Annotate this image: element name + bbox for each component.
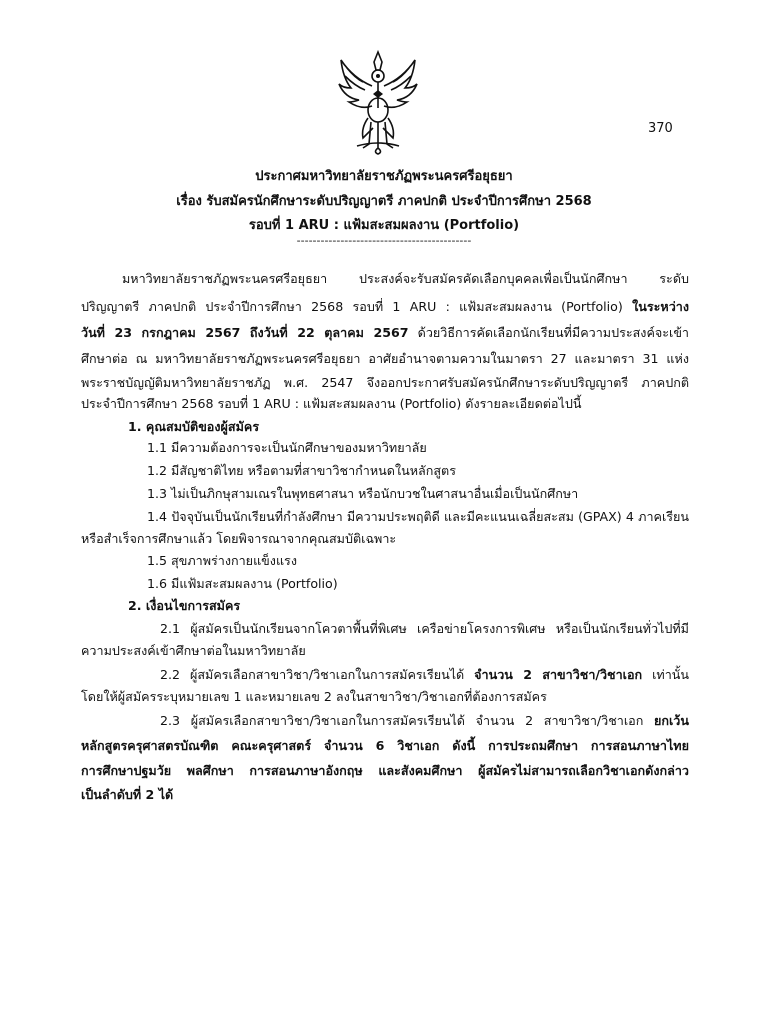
qualification-1-4-cont: หรือสำเร็จการศึกษาแล้ว โดยพิจารณาจากคุณสมบัติเฉพาะ: [81, 531, 397, 546]
section-1-title: 1. คุณสมบัติของผู้สมัคร: [128, 419, 260, 434]
qualification-1-1: 1.1 มีความต้องการจะเป็นนักศึกษาของมหาวิทยาลัย: [147, 440, 427, 455]
qualification-1-4: 1.4 ปัจจุบันเป็นนักเรียนที่กำลังศึกษา มีความประพฤติดี และมีคะแนนเฉลี่ยสะสม (GPAX) 4 ภาคเรียน: [147, 509, 689, 524]
announcement-subject: เรื่อง รับสมัครนักศึกษาระดับปริญญาตรี ภาคปกติ ประจำปีการศึกษา 2568: [176, 194, 592, 209]
intro-line-6: ประจำปีการศึกษา 2568 รอบที่ 1 ARU : แฟ้มสะสมผลงาน (Portfolio) ดังรายละเอียดต่อไปนี้: [81, 396, 582, 411]
qualification-1-3: 1.3 ไม่เป็นภิกษุสามเณรในพุทธศาสนา หรือนักบวชในศาสนาอื่นเมื่อเป็นนักศึกษา: [147, 486, 579, 501]
section-2-title: 2. เงื่อนไขการสมัคร: [128, 598, 241, 613]
condition-2-1-cont: ความประสงค์เข้าศึกษาต่อในมหาวิทยาลัย: [81, 643, 306, 658]
garuda-emblem: [333, 48, 423, 156]
condition-2-3-cont-3: เป็นลำดับที่ 2 ได้: [81, 787, 174, 802]
qualification-1-6: 1.6 มีแฟ้มสะสมผลงาน (Portfolio): [147, 576, 338, 591]
page-number: 370: [648, 121, 673, 136]
condition-2-1: 2.1 ผู้สมัครเป็นนักเรียนจากโควตาพื้นที่พิเศษ เครือข่ายโครงการพิเศษ หรือเป็นนักเรียนทั่วไปที่มี: [160, 621, 689, 636]
intro-line-1: มหาวิทยาลัยราชภัฏพระนครศรีอยุธยา ประสงค์จะรับสมัครคัดเลือกบุคคลเพื่อเป็นนักศึกษา ระดับ: [122, 271, 689, 286]
qualification-1-2: 1.2 มีสัญชาติไทย หรือตามที่สาขาวิชากำหนดในหลักสูตร: [147, 463, 456, 478]
announcement-round: รอบที่ 1 ARU : แฟ้มสะสมผลงาน (Portfolio): [248, 218, 520, 233]
intro-line-3: วันที่ 23 กรกฎาคม 2567 ถึงวันที่ 22 ตุลาคม 2567 ด้วยวิธีการคัดเลือกนักเรียนที่มีความประสงค์จะเข้า: [81, 325, 689, 340]
condition-2-2-cont: โดยให้ผู้สมัครระบุหมายเลข 1 และหมายเลข 2 ลงในสาขาวิชา/วิชาเอกที่ต้องการสมัคร: [81, 689, 547, 704]
condition-2-3-cont-1: หลักสูตรครุศาสตรบัณฑิต คณะครุศาสตร์ จำนวน 6 วิชาเอก ดังนี้ การประถมศึกษา การสอนภาษาไทย: [81, 738, 689, 753]
heading-separator: --------------------------------------------: [296, 234, 472, 247]
condition-2-3-cont-2: การศึกษาปฐมวัย พลศึกษา การสอนภาษาอังกฤษ และสังคมศึกษา ผู้สมัครไม่สามารถเลือกวิชาเอกดังกล่าว: [81, 763, 689, 778]
intro-line-2: ปริญญาตรี ภาคปกติ ประจำปีการศึกษา 2568 รอบที่ 1 ARU : แฟ้มสะสมผลงาน (Portfolio) ในระหว่าง: [81, 299, 689, 314]
intro-line-4: ศึกษาต่อ ณ มหาวิทยาลัยราชภัฏพระนครศรีอยุธยา อาศัยอำนาจตามความในมาตรา 27 และมาตรา 31 แห่ง: [81, 351, 689, 366]
condition-2-2: 2.2 ผู้สมัครเลือกสาขาวิชา/วิชาเอกในการสมัครเรียนได้ จำนวน 2 สาขาวิชา/วิชาเอก เท่านั้น: [160, 667, 690, 682]
condition-2-3: 2.3 ผู้สมัครเลือกสาขาวิชา/วิชาเอกในการสมัครเรียนได้ จำนวน 2 สาขาวิชา/วิชาเอก ยกเว้น: [160, 713, 689, 728]
intro-line-5: พระราชบัญญัติมหาวิทยาลัยราชภัฏ พ.ศ. 2547 จึงออกประกาศรับสมัครนักศึกษาระดับปริญญาตรี ภาคปกติ: [81, 375, 689, 390]
announcement-title: ประกาศมหาวิทยาลัยราชภัฏพระนครศรีอยุธยา: [255, 169, 513, 184]
qualification-1-5: 1.5 สุขภาพร่างกายแข็งแรง: [147, 553, 297, 568]
